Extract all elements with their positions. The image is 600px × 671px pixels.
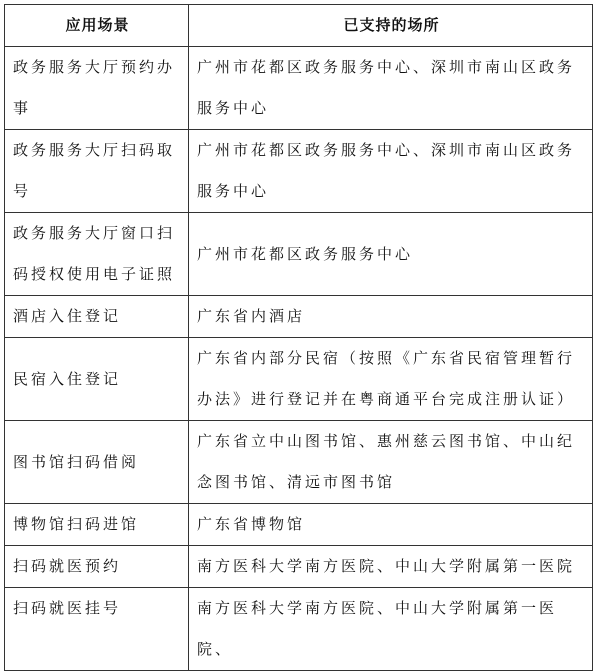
- table-row: [5, 47, 593, 130]
- table-row: [5, 296, 593, 338]
- places-cell: 南方医科大学南方医院、中山大学附属第一医院、: [189, 588, 593, 671]
- places-cell: 广州市花都区政务服务中心、深圳市南山区政务服务中心: [189, 130, 593, 213]
- scene-cell: 博物馆扫码进馆: [5, 504, 189, 546]
- table-row: [5, 504, 593, 546]
- table-header: [5, 5, 593, 47]
- places-cell: 南方医科大学南方医院、中山大学附属第一医院: [189, 546, 593, 588]
- places-cell: 广州市花都区政务服务中心、深圳市南山区政务服务中心: [189, 47, 593, 130]
- table-row: [5, 421, 593, 504]
- scene-cell: 图书馆扫码借阅: [5, 421, 189, 504]
- scene-cell: 政务服务大厅预约办事: [5, 47, 189, 130]
- table-row: [5, 338, 593, 421]
- scene-cell: 民宿入住登记: [5, 338, 189, 421]
- header-row: [5, 5, 593, 47]
- places-cell: 广州市花都区政务服务中心: [189, 213, 593, 296]
- column-header-scene: 应用场景: [5, 5, 189, 47]
- places-cell: 广东省立中山图书馆、惠州慈云图书馆、中山纪念图书馆、清远市图书馆: [189, 421, 593, 504]
- scene-cell: 酒店入住登记: [5, 296, 189, 338]
- places-cell: 广东省博物馆: [189, 504, 593, 546]
- table-row: [5, 130, 593, 213]
- table-row: [5, 546, 593, 588]
- table-body: [5, 47, 593, 671]
- table-row: [5, 588, 593, 671]
- supported-scenarios-table: [4, 4, 593, 671]
- column-header-places: 已支持的场所: [189, 5, 593, 47]
- scene-cell: 政务服务大厅窗口扫码授权使用电子证照: [5, 213, 189, 296]
- places-cell: 广东省内部分民宿（按照《广东省民宿管理暂行办法》进行登记并在粤商通平台完成注册认证）: [189, 338, 593, 421]
- places-cell: 广东省内酒店: [189, 296, 593, 338]
- scene-cell: 扫码就医挂号: [5, 588, 189, 671]
- scene-cell: 政务服务大厅扫码取号: [5, 130, 189, 213]
- table-row: [5, 213, 593, 296]
- scene-cell: 扫码就医预约: [5, 546, 189, 588]
